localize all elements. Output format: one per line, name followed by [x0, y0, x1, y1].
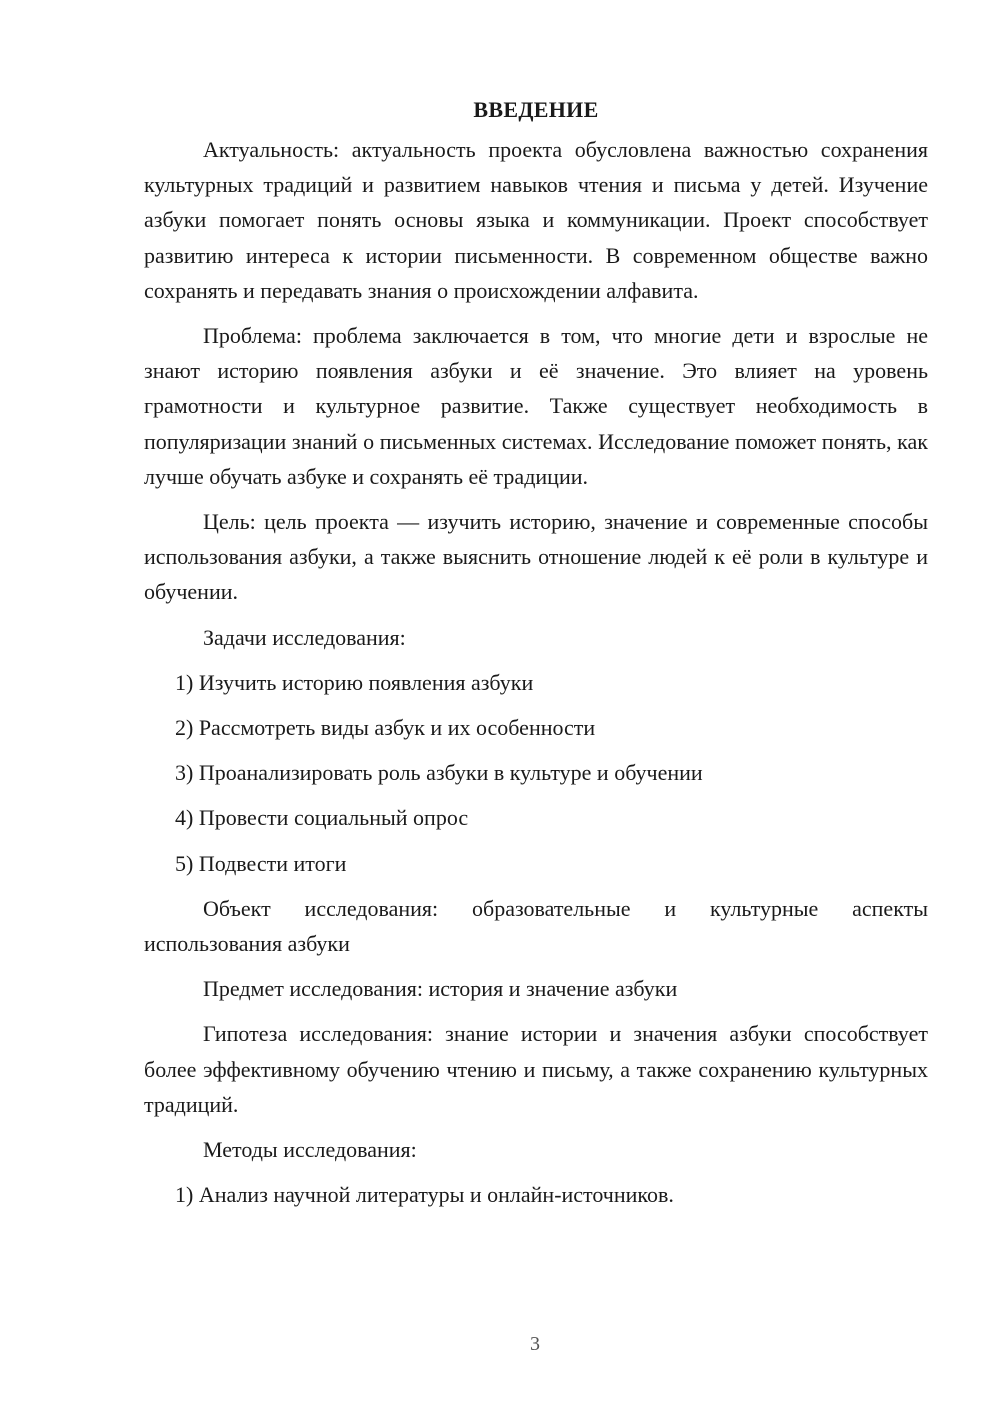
document-title: ВВЕДЕНИЕ	[473, 97, 599, 122]
task-item: 1) Изучить историю появления азбуки	[175, 669, 534, 695]
subject-paragraph: Предмет исследования: история и значение азбуки	[203, 976, 678, 1002]
task-item: 5) Подвести итоги	[175, 850, 347, 876]
task-item: 4) Провести социальный опрос	[175, 805, 469, 831]
hypothesis-paragraph: Гипотеза исследования: знание истории и значения азбуки способствует более эффективному обучению чтению и письму, а также сохранению культурных традиций.	[144, 1021, 928, 1117]
problem-paragraph: Проблема: проблема заключается в том, что многие дети и взрослые не знают историю появления азбуки и её значение. Это влияет на уровень грамотности и культурное развитие. Также существует необходимость в популяризации знаний о письменных системах. Исследование поможет понять, как лучше обучать азбуке и сохранять её традиции.	[144, 323, 928, 489]
methods-list	[144, 1177, 928, 1212]
tasks-list	[144, 665, 928, 881]
task-item: 2) Рассмотреть виды азбук и их особенности	[175, 715, 596, 741]
relevance-paragraph: Актуальность: актуальность проекта обусловлена важностью сохранения культурных традиций и развитием навыков чтения и письма у детей. Изучение азбуки помогает понять основы языка и коммуникации. Проект способствует развитию интереса к истории письменности. В современном обществе важно сохранять и передавать знания о происхождении алфавита.	[144, 137, 928, 303]
goal-paragraph: Цель: цель проекта — изучить историю, значение и современные способы использования азбуки, а также выяснить отношение людей к её роли в культуре и обучении.	[144, 509, 928, 605]
method-item: 1) Анализ научной литературы и онлайн-источников.	[175, 1182, 674, 1208]
document-page	[144, 92, 928, 1222]
tasks-heading: Задачи исследования:	[203, 624, 406, 650]
methods-heading: Методы исследования:	[203, 1137, 417, 1163]
page-number: 3	[530, 1333, 540, 1355]
object-paragraph: Объект исследования: образовательные и культурные аспекты использования азбуки	[144, 895, 928, 957]
task-item: 3) Проанализировать роль азбуки в культуре и обучении	[175, 760, 703, 786]
